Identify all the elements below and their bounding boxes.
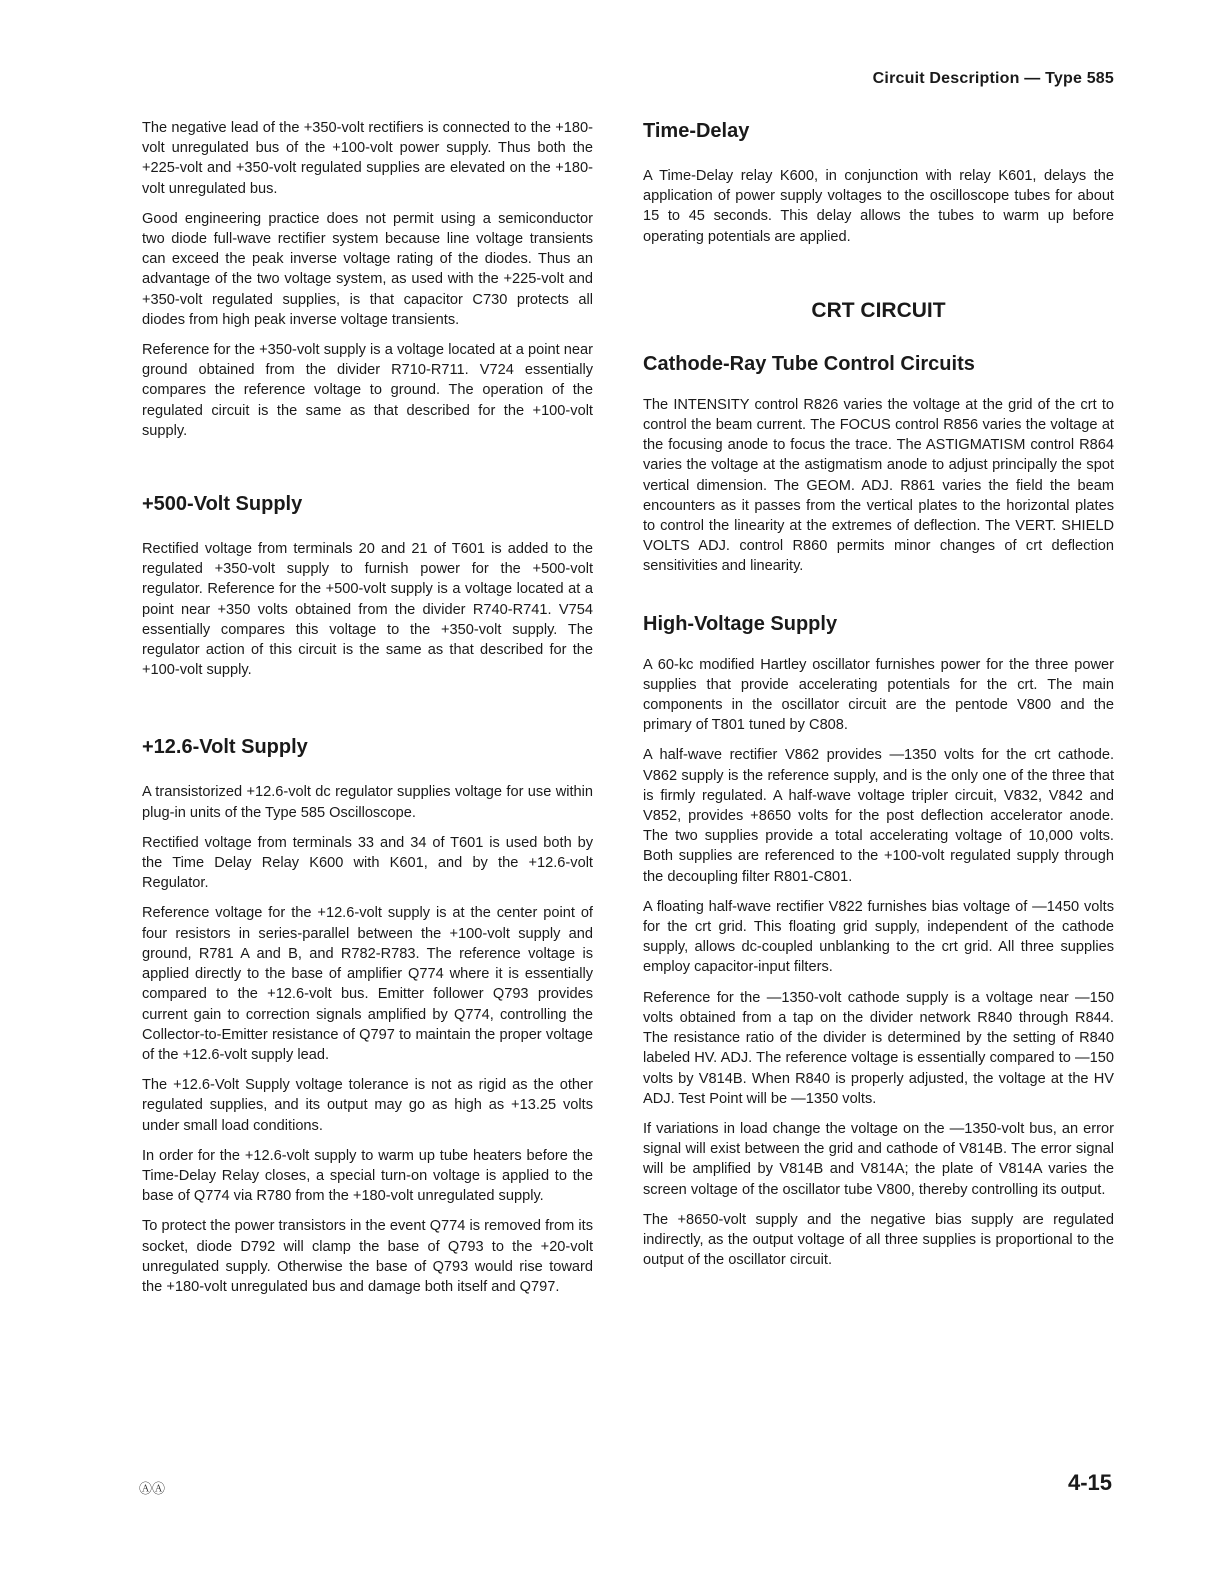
paragraph: In order for the +12.6-volt supply to warm up tube heaters before the Time-Delay Relay closes, a special turn-on voltage is applied to the base of Q774 via R780 from the +180-volt unregulated supply. [142,1147,593,1205]
paragraph: A 60-kc modified Hartley oscillator furnishes power for the three power supplies that provide accelerating potentials for the crt. The main components in the oscillator circuit are the pentode V800 and the primary of T801 tuned by C808. [643,656,1114,734]
running-head: Circuit Description — Type 585 [872,70,1114,87]
paragraph: Reference for the —1350-volt cathode supply is a voltage near —150 volts obtained from a tap on the divider network R840 through R844. The resistance ratio of the divider is determined by the setting of R840 labeled HV. ADJ. The reference voltage is essentially compared to —150 volts by V814B. When R840 is properly adjusted, the voltage at the HV ADJ. Test Point will be —1350 volts. [643,989,1114,1107]
paragraph: A Time-Delay relay K600, in conjunction with relay K601, delays the application of power supply voltages to the oscilloscope tubes for about 15 to 45 seconds. This delay allows the tubes to warm up before operating potentials are applied. [643,168,1114,245]
right-column [643,118,1114,1270]
paragraph: Rectified voltage from terminals 20 and 21 of T601 is added to the regulated +350-volt supply to furnish power for the +500-volt regulator. Reference for the +500-volt supply is a voltage located at a point near +350 volts obtained from the divider R740-R741. V754 essentially compares this voltage to the +350-volt supply. The regulator action of this circuit is the same as that described for the +100-volt supply. [142,541,593,679]
page-number: 4-15 [1067,1470,1112,1495]
left-column [142,118,593,1297]
paragraph: The +8650-volt supply and the negative bias supply are regulated indirectly, as the output voltage of all three supplies is proportional to the output of the oscillator circuit. [643,1211,1114,1269]
paragraph: Reference for the +350-volt supply is a voltage located at a point near ground obtained from the divider R710-R711. V724 essentially compares the reference voltage to ground. The operation of the regulated circuit is the same as that described for the +100-volt supply. [142,342,593,439]
section-heading-time-delay: Time-Delay [643,120,750,142]
paragraph: Rectified voltage from terminals 33 and 34 of T601 is used both by the Time Delay Relay K600 with K601, and by the +12.6-volt Regulator. [142,834,593,892]
paragraph: If variations in load change the voltage on the —1350-volt bus, an error signal will exist between the grid and cathode of V814B. The error signal will be amplified by V814B and V814A; the plate of V814A varies the screen voltage of the oscillator tube V800, thereby controlling its output. [643,1120,1114,1198]
paragraph: Good engineering practice does not permit using a semiconductor two diode full-wave rectifier system because line voltage transients can exceed the peak inverse voltage rating of the diodes. Thus an advantage of the two voltage system, as used with the +225-volt and +350-volt regulated supplies, is that capacitor C730 protects all diodes from high peak inverse voltage transients. [142,210,593,328]
section-heading-crt-control: Cathode-Ray Tube Control Circuits [643,352,975,375]
paragraph: The INTENSITY control R826 varies the voltage at the grid of the crt to control the beam current. The FOCUS control R856 varies the voltage at the focusing anode to focus the trace. The ASTIGMATISM control R864 varies the voltage at the astigmatism anode to adjust principally the spot vertical dimension. The GEOM. ADJ. R861 varies the field the beam encounters as it passes from the vertical plates to the horizontal plates to control the linearity at the extremes of deflection. The VERT. SHIELD VOLTS ADJ. control R860 permits minor changes of crt deflection sensitivities and linearity. [643,396,1114,575]
section-heading-500-volt: +500-Volt Supply [142,493,303,516]
paragraph: To protect the power transistors in the event Q774 is removed from its socket, diode D792 will clamp the base of Q793 to the +20-volt unregulated supply. Otherwise the base of Q793 would rise toward the +180-volt unregulated bus and damage both itself and Q797. [142,1218,593,1295]
chapter-heading-crt-circuit: CRT CIRCUIT [811,298,946,322]
paragraph: The +12.6-Volt Supply voltage tolerance is not as rigid as the other regulated supplies, and its output may go as high as +13.25 volts under small load conditions. [142,1077,593,1134]
revision-mark: ⒶⒶ [139,1481,166,1496]
paragraph: The negative lead of the +350-volt rectifiers is connected to the +180-volt unregulated bus of the +100-volt power supply. Thus both the +225-volt and +350-volt regulated supplies are elevated on the +180-volt unregulated bus. [142,120,593,197]
section-heading-high-voltage: High-Voltage Supply [643,612,838,635]
section-heading-12-6-volt: +12.6-Volt Supply [142,736,308,759]
paragraph: A half-wave rectifier V862 provides —1350 volts for the crt cathode. V862 supply is the reference supply, and is the only one of the three that is firmly regulated. A half-wave voltage tripler circuit, V832, V842 and V852, provides +8650 volts for the post deflection accelerator anode. The two supplies provide a total accelerating voltage of 10,000 volts. Both supplies are referenced to the +100-volt regulated supply through the decoupling filter R801-C801. [643,747,1114,885]
paragraph: A floating half-wave rectifier V822 furnishes bias voltage of —1450 volts for the crt grid. This floating grid supply, independent of the cathode supply, allows dc-coupled unblanking to the crt grid. All three supplies employ capacitor-input filters. [643,898,1114,976]
paragraph: A transistorized +12.6-volt dc regulator supplies voltage for use within plug-in units of the Type 585 Oscilloscope. [142,784,593,821]
paragraph: Reference voltage for the +12.6-volt supply is at the center point of four resistors in series-parallel between the +100-volt supply and ground, R781 A and B, and R782-R783. The reference voltage is applied directly to the base of amplifier Q774 where it is essentially compared to the +12.6-volt bus. Emitter follower Q793 provides current gain to correction signals amplified by Q774, controlling the Collector-to-Emitter resistance of Q797 to maintain the proper voltage of the +12.6-volt supply lead. [142,905,593,1063]
